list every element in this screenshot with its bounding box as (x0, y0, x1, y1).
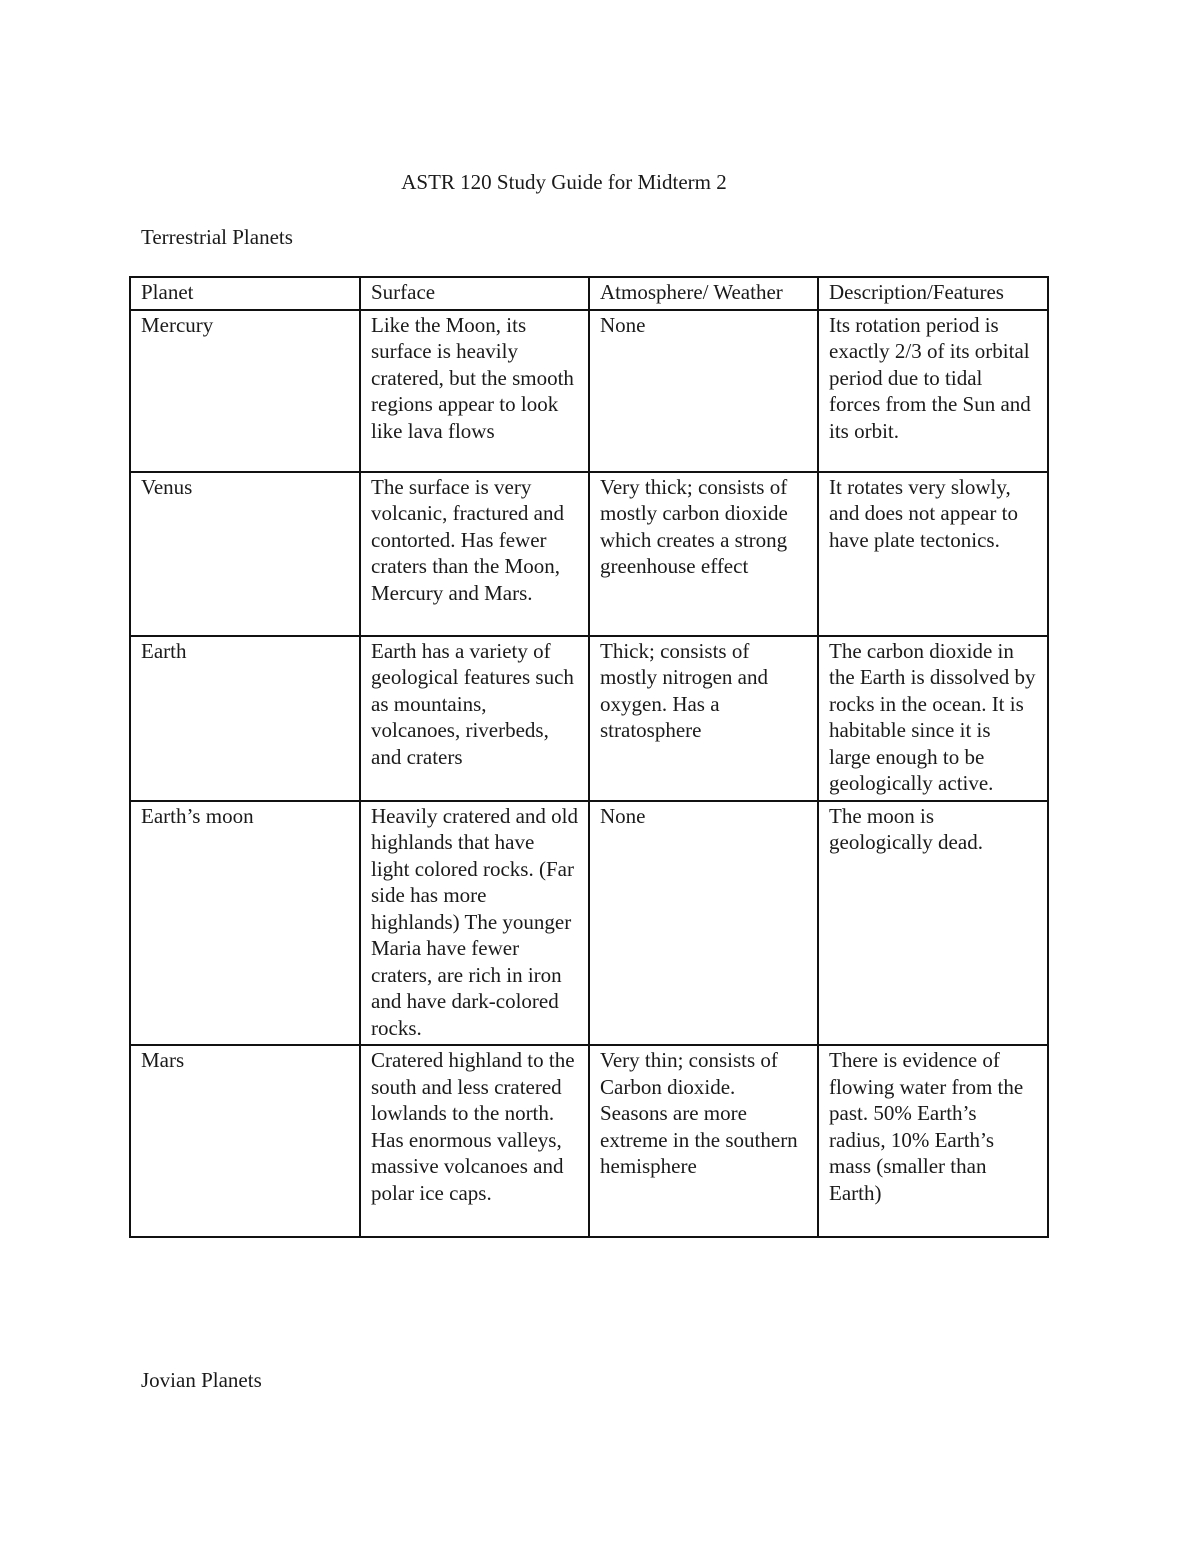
header-description: Description/Features (818, 277, 1048, 310)
cell-atmosphere: Very thin; consists of Carbon dioxide. Seasons are more extreme in the southern hemisphere (589, 1045, 818, 1237)
cell-surface: The surface is very volcanic, fractured and contorted. Has fewer craters than the Moon, Mercury and Mars. (360, 472, 589, 636)
cell-surface: Earth has a variety of geological features such as mountains, volcanoes, riverbeds, and craters (360, 636, 589, 801)
terrestrial-planets-table (129, 276, 1049, 1238)
section-heading-terrestrial: Terrestrial Planets (141, 225, 293, 249)
cell-atmosphere: None (589, 801, 818, 1046)
table-row (130, 636, 1048, 801)
cell-atmosphere: Thick; consists of mostly nitrogen and oxygen. Has a stratosphere (589, 636, 818, 801)
table-row (130, 801, 1048, 1046)
table-row (130, 472, 1048, 636)
cell-surface: Like the Moon, its surface is heavily cratered, but the smooth regions appear to look like lava flows (360, 310, 589, 472)
table-row (130, 310, 1048, 472)
cell-surface: Cratered highland to the south and less cratered lowlands to the north. Has enormous valleys, massive volcanoes and polar ice caps. (360, 1045, 589, 1237)
cell-description: The carbon dioxide in the Earth is dissolved by rocks in the ocean. It is habitable since it is large enough to be geologically active. (818, 636, 1048, 801)
cell-surface: Heavily cratered and old highlands that have light colored rocks. (Far side has more highlands) The younger Maria have fewer craters, are rich in iron and have dark-colored rocks. (360, 801, 589, 1046)
header-atmosphere: Atmosphere/ Weather (589, 277, 818, 310)
table-row (130, 1045, 1048, 1237)
cell-planet: Mercury (130, 310, 360, 472)
cell-description: There is evidence of flowing water from the past. 50% Earth’s radius, 10% Earth’s mass (smaller than Earth) (818, 1045, 1048, 1237)
cell-atmosphere: None (589, 310, 818, 472)
page-title: ASTR 120 Study Guide for Midterm 2 (401, 170, 727, 194)
cell-planet: Mars (130, 1045, 360, 1237)
cell-atmosphere: Very thick; consists of mostly carbon dioxide which creates a strong greenhouse effect (589, 472, 818, 636)
cell-description: The moon is geologically dead. (818, 801, 1048, 1046)
cell-description: It rotates very slowly, and does not appear to have plate tectonics. (818, 472, 1048, 636)
section-heading-jovian: Jovian Planets (141, 1368, 262, 1392)
header-planet: Planet (130, 277, 360, 310)
cell-planet: Venus (130, 472, 360, 636)
cell-planet: Earth’s moon (130, 801, 360, 1046)
table-header-row (130, 277, 1048, 310)
header-surface: Surface (360, 277, 589, 310)
cell-planet: Earth (130, 636, 360, 801)
cell-description: Its rotation period is exactly 2/3 of its orbital period due to tidal forces from the Sun and its orbit. (818, 310, 1048, 472)
